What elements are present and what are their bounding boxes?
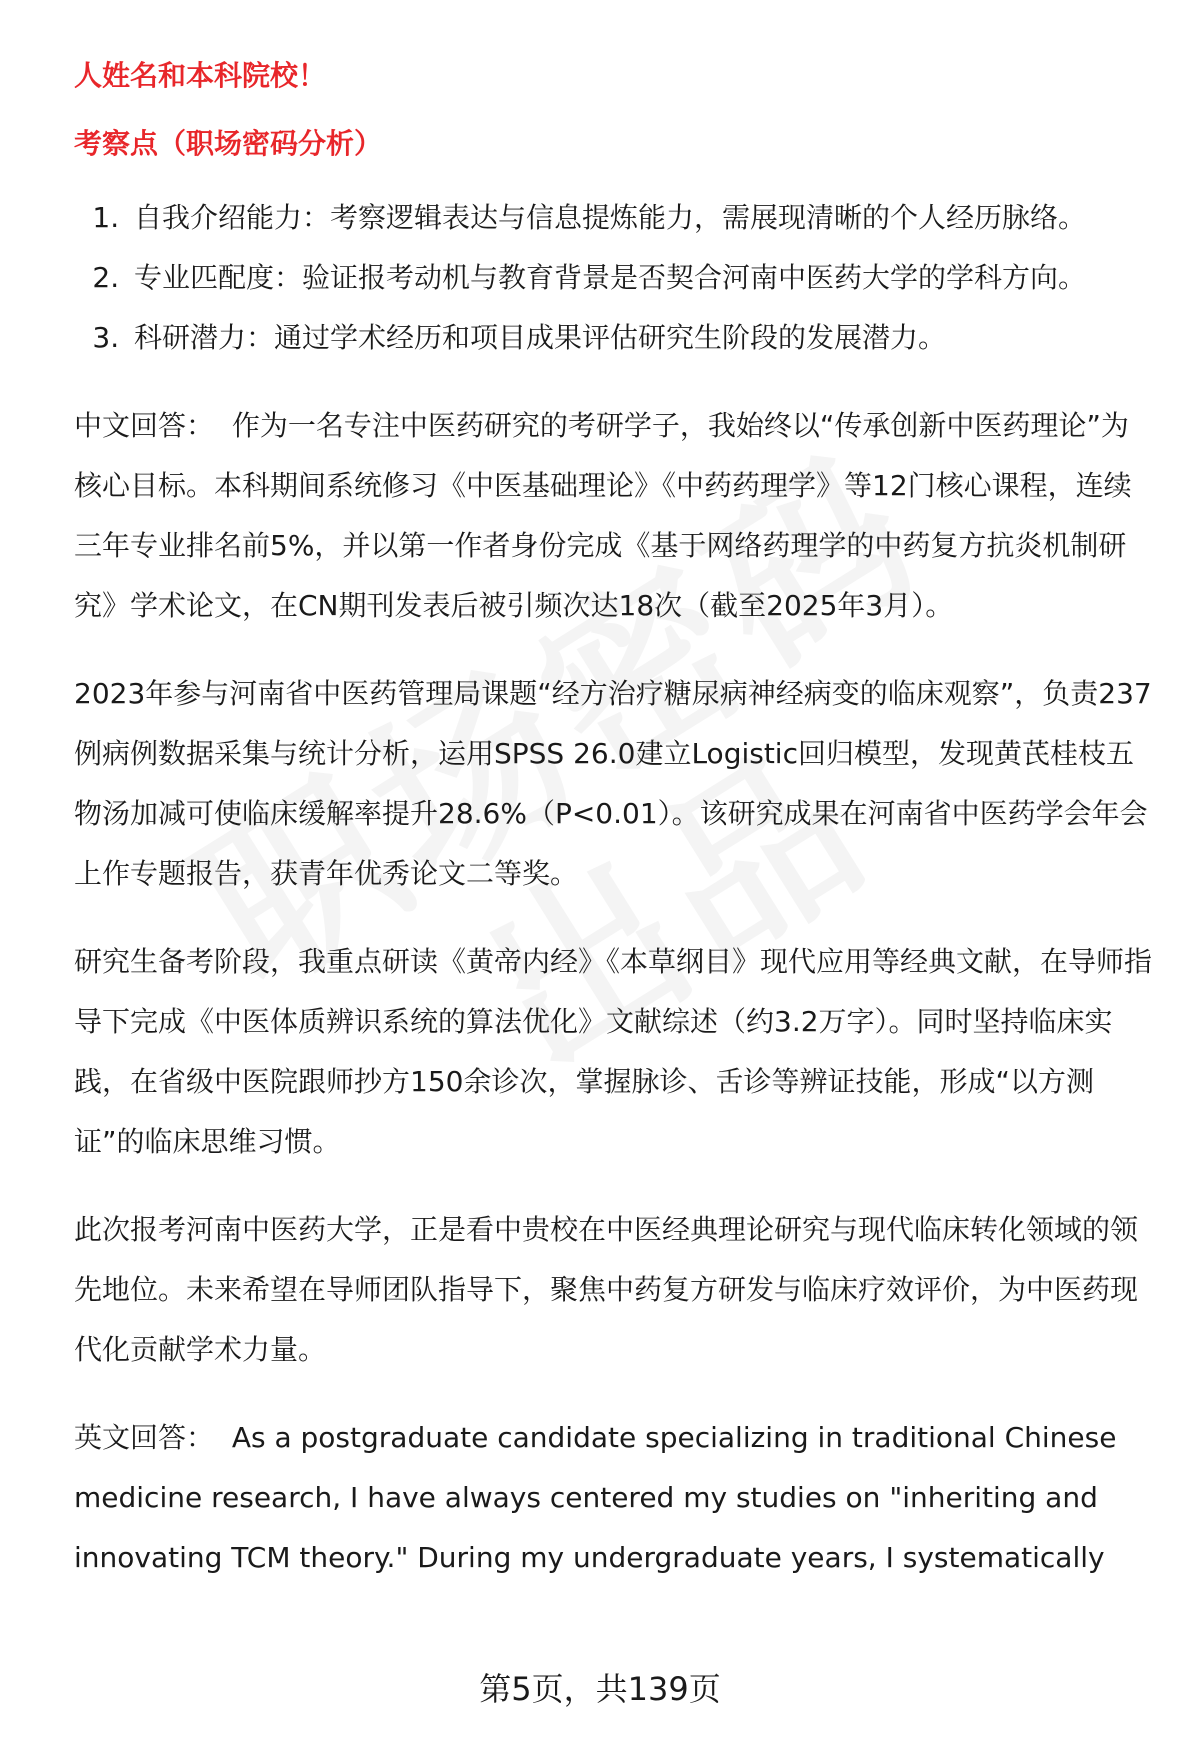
evaluation-points-list [74,188,1154,368]
page-number-footer: 第5页，共139页 [479,1670,721,1708]
english-answer-paragraph [74,1408,1154,1588]
list-item: 3. 科研潜力：通过学术经历和项目成果评估研究生阶段的发展潜力。 [128,308,1154,368]
points-title: 考察点（职场密码分析） [74,127,383,160]
chinese-answer-paragraph-2: 2023年参与河南省中医药管理局课题“经方治疗糖尿病神经病变的临床观察”，负责237例病例数据采集与统计分析，运用SPSS 26.0建立Logistic回归模型，发现黄芪桂枝五物汤加减可使临床缓解率提升28.6%（P<0.01）。该研究成果在河南省中医药学会年会上作专题报告，获青年优秀论文二等奖。 [74,677,1152,890]
list-item: 1. 自我介绍能力：考察逻辑表达与信息提炼能力，需展现清晰的个人经历脉络。 [128,188,1154,248]
chinese-answer-label: 中文回答： [74,409,215,442]
chinese-answer-paragraph-3: 研究生备考阶段，我重点研读《黄帝内经》《本草纲目》现代应用等经典文献，在导师指导下完成《中医体质辨识系统的算法优化》文献综述（约3.2万字）。同时坚持临床实践，在省级中医院跟师抄方150余诊次，掌握脉诊、舌诊等辨证技能，形成“以方测证”的临床思维习惯。 [74,945,1153,1158]
paragraph-text: 作为一名专注中医药研究的考研学子，我始终以“传承创新中医药理论”为核心目标。本科期间系统修习《中医基础理论》《中药药理学》等12门核心课程，连续三年专业排名前5%，并以第一作者身份完成《基于网络药理学的中药复方抗炎机制研究》学术论文，在CN期刊发表后被引频次达18次（截至2025年3月）。 [74,409,1132,622]
intro-heading-tail: 人姓名和本科院校！ [74,59,327,92]
english-answer-label: 英文回答： [74,1421,215,1454]
chinese-answer-paragraph-1 [74,396,1154,636]
chinese-answer-paragraph-4: 此次报考河南中医药大学，正是看中贵校在中医经典理论研究与现代临床转化领域的领先地位。未来希望在导师团队指导下，聚焦中药复方研发与临床疗效评价，为中医药现代化贡献学术力量。 [74,1213,1139,1366]
page-content [74,56,1154,1588]
paragraph-text: As a postgraduate candidate specializing in traditional Chinese medicine research, I have always centered my studies on "inheriting and innovating TCM theory." During my undergraduate years, I systematically [74,1421,1117,1574]
list-item: 2. 专业匹配度：验证报考动机与教育背景是否契合河南中医药大学的学科方向。 [128,248,1154,308]
